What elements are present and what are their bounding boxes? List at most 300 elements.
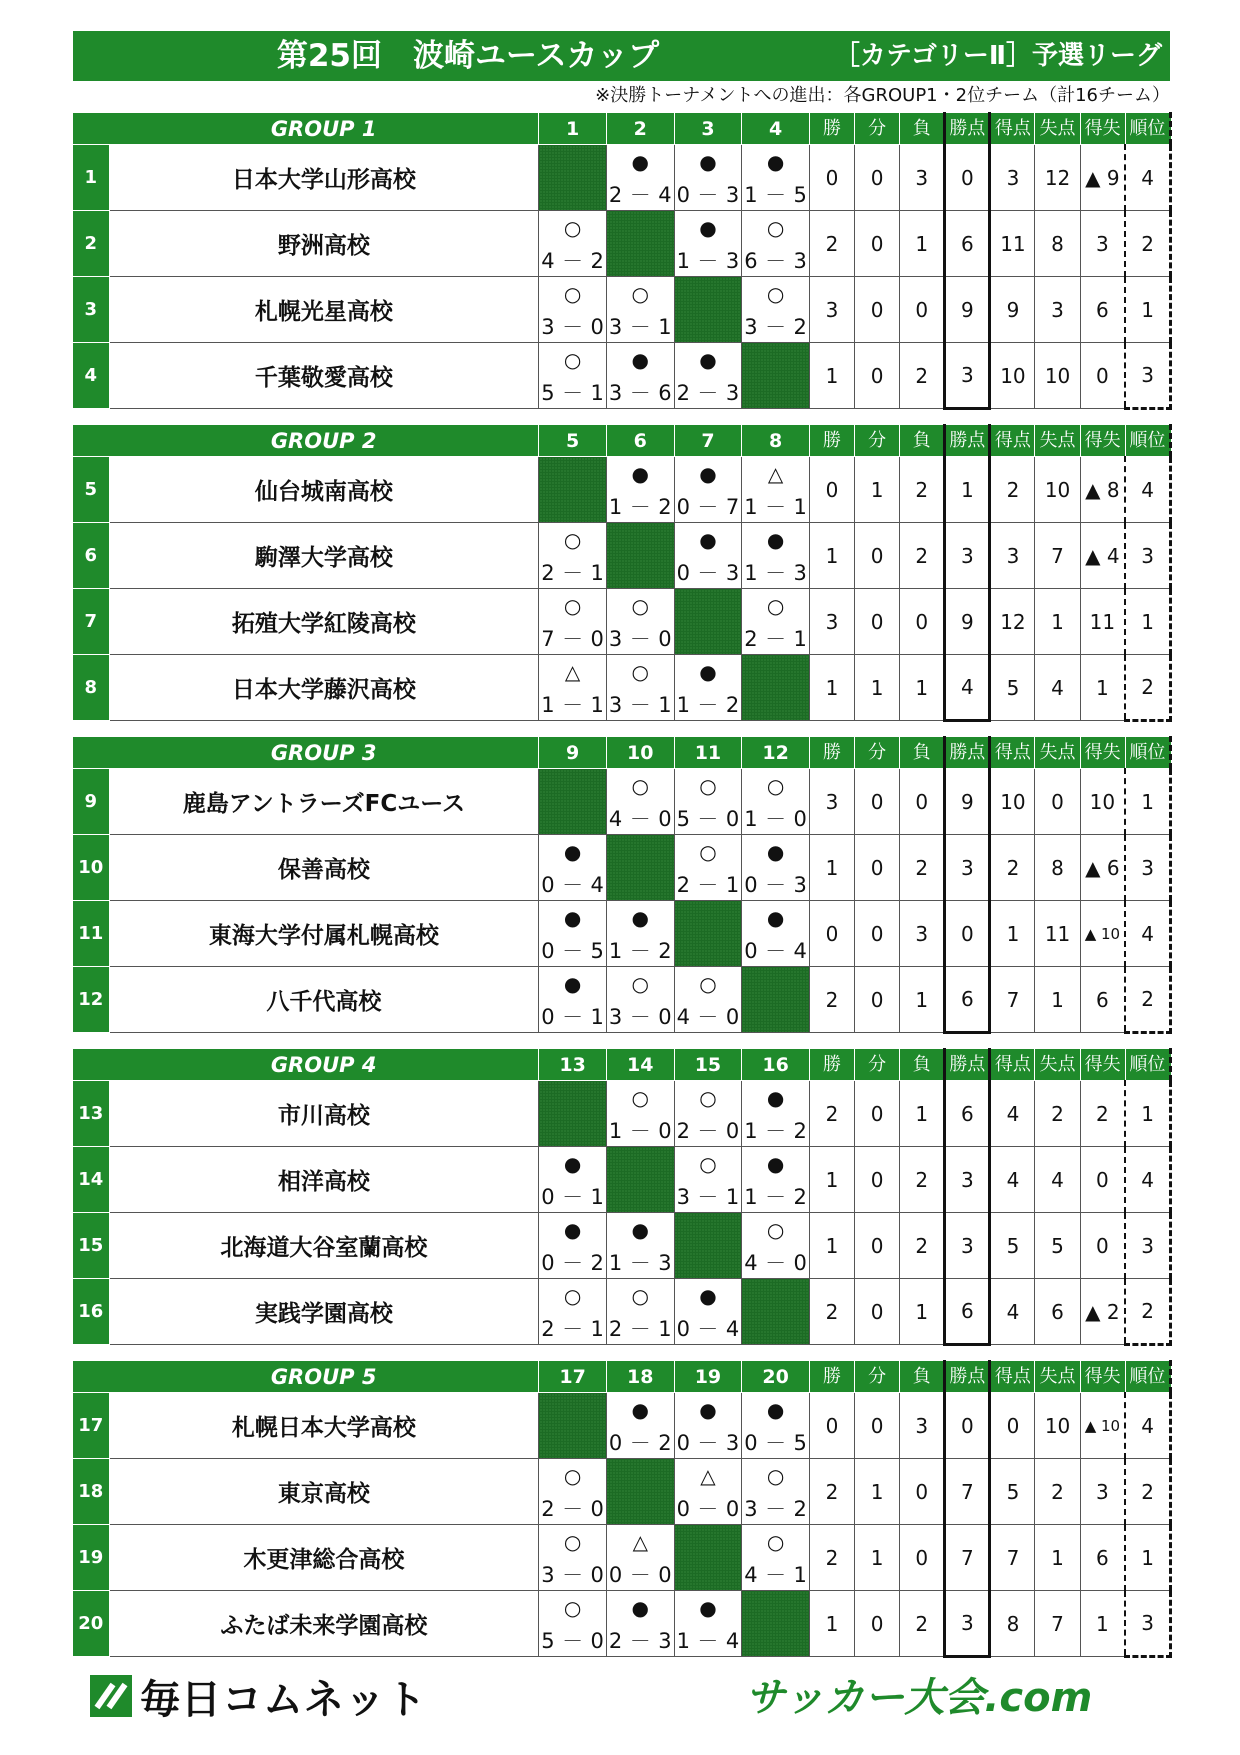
opponent-column-header: 10	[606, 737, 674, 769]
stat-points: 6	[945, 211, 990, 277]
team-number: 13	[73, 1081, 110, 1147]
stat-goal-difference: 0	[1080, 343, 1125, 409]
team-name: 東海大学付属札幌高校	[109, 901, 539, 967]
team-name: 保善高校	[109, 835, 539, 901]
title-bar	[73, 31, 1170, 81]
stat-goals-against: 8	[1035, 835, 1080, 901]
match-result-cell	[539, 1279, 607, 1345]
stat-goals-for: 11	[990, 211, 1035, 277]
match-score	[744, 314, 807, 340]
score-dash: －	[697, 1005, 719, 1029]
stat-points: 6	[945, 967, 990, 1033]
score-against: 1	[658, 315, 672, 339]
team-number: 18	[73, 1459, 110, 1525]
score-dash: －	[629, 381, 651, 405]
score-for: 0	[608, 1431, 623, 1455]
score-against: 3	[658, 1251, 672, 1275]
team-row	[73, 589, 1171, 655]
result-symbol: ●	[766, 1398, 785, 1422]
opponent-column-header: 7	[674, 425, 742, 457]
score-dash: －	[697, 1497, 719, 1521]
result-symbol: ●	[766, 906, 785, 930]
score-for: 4	[541, 249, 555, 273]
stat-rank: 1	[1125, 1525, 1170, 1591]
stat-goals-for: 10	[990, 769, 1035, 835]
score-against: 4	[590, 873, 604, 897]
stat-draws: 0	[855, 901, 900, 967]
stat-wins: 2	[809, 1525, 854, 1591]
self-match-cell	[606, 211, 674, 277]
score-for: 1	[608, 495, 623, 519]
self-match-cell	[742, 1591, 810, 1657]
stat-goal-difference: 2	[1080, 1081, 1125, 1147]
match-score	[541, 314, 604, 340]
score-against: 2	[793, 1185, 807, 1209]
team-name: 仙台城南高校	[109, 457, 539, 523]
stat-column-header: 失点	[1035, 1049, 1080, 1081]
score-dash: －	[562, 315, 584, 339]
match-result-cell	[539, 1459, 607, 1525]
stat-points: 3	[945, 835, 990, 901]
opponent-column-header: 4	[742, 113, 810, 145]
stat-goals-for: 2	[990, 835, 1035, 901]
stat-rank: 3	[1125, 1213, 1170, 1279]
score-against: 0	[590, 627, 604, 651]
match-result-cell	[539, 901, 607, 967]
team-row	[73, 1213, 1171, 1279]
stat-losses: 0	[900, 277, 945, 343]
stat-goal-difference: ▲ 10	[1080, 1393, 1125, 1459]
stat-wins: 3	[809, 769, 854, 835]
score-dash: －	[765, 807, 787, 831]
score-for: 1	[676, 1629, 690, 1653]
team-name: 実践学園高校	[109, 1279, 539, 1345]
score-dash: －	[697, 1119, 719, 1143]
score-dash: －	[562, 1497, 584, 1521]
match-result-cell	[674, 835, 742, 901]
stat-points: 6	[945, 1279, 990, 1345]
match-score	[677, 1118, 740, 1144]
team-row	[73, 1147, 1171, 1213]
result-symbol: ○	[563, 1596, 582, 1620]
match-result-cell	[539, 1525, 607, 1591]
score-against: 4	[658, 183, 672, 207]
stat-goal-difference: 3	[1080, 1459, 1125, 1525]
stat-draws: 1	[855, 1459, 900, 1525]
score-against: 1	[590, 693, 604, 717]
stat-draws: 0	[855, 277, 900, 343]
score-for: 0	[608, 1563, 623, 1587]
match-result-cell	[742, 1393, 810, 1459]
stat-points: 9	[945, 277, 990, 343]
match-result-cell	[674, 1279, 742, 1345]
stat-wins: 0	[809, 457, 854, 523]
match-score	[677, 494, 740, 520]
stat-goal-difference: ▲ 4	[1080, 523, 1125, 589]
stat-goal-difference: 1	[1080, 655, 1125, 721]
stat-draws: 0	[855, 1213, 900, 1279]
opponent-column-header: 6	[606, 425, 674, 457]
match-result-cell	[539, 655, 607, 721]
stat-goals-against: 1	[1035, 967, 1080, 1033]
team-row	[73, 1393, 1171, 1459]
score-dash: －	[697, 249, 719, 273]
match-score	[677, 560, 740, 586]
stat-draws: 1	[855, 655, 900, 721]
score-against: 2	[658, 1431, 672, 1455]
score-for: 0	[744, 873, 758, 897]
stat-column-header: 負	[900, 425, 945, 457]
score-dash: －	[765, 249, 787, 273]
score-dash: －	[629, 1119, 651, 1143]
stat-rank: 4	[1125, 457, 1170, 523]
result-symbol: ●	[699, 462, 717, 486]
match-score	[541, 626, 604, 652]
result-symbol: ●	[699, 660, 717, 684]
opponent-column-header: 9	[539, 737, 607, 769]
match-score	[541, 1496, 604, 1522]
score-against: 0	[658, 627, 672, 651]
category-label: ［カテゴリーⅡ］予選リーグ	[833, 41, 1162, 71]
stat-wins: 1	[809, 523, 854, 589]
match-result-cell	[742, 1459, 810, 1525]
self-match-cell	[539, 457, 607, 523]
result-symbol: ○	[563, 1284, 582, 1308]
match-result-cell	[606, 967, 674, 1033]
self-match-cell	[674, 1213, 742, 1279]
stat-column-header: 得点	[990, 1361, 1035, 1393]
stat-losses: 1	[900, 1279, 945, 1345]
match-score	[677, 806, 740, 832]
score-for: 2	[541, 1317, 555, 1341]
match-result-cell	[674, 523, 742, 589]
result-symbol: △	[767, 462, 784, 486]
match-score	[744, 494, 807, 520]
match-score	[744, 248, 807, 274]
stat-column-header: 分	[855, 1049, 900, 1081]
match-result-cell	[606, 1279, 674, 1345]
score-for: 1	[608, 939, 623, 963]
score-for: 5	[541, 1629, 555, 1653]
opponent-column-header: 15	[674, 1049, 742, 1081]
team-row	[73, 211, 1171, 277]
score-for: 4	[744, 1563, 758, 1587]
team-number: 3	[73, 277, 110, 343]
score-for: 2	[541, 1497, 555, 1521]
team-name: 鹿島アントラーズFCユース	[109, 769, 539, 835]
result-symbol: ○	[699, 774, 717, 798]
result-symbol: ●	[699, 1596, 717, 1620]
header-corner	[73, 1049, 110, 1081]
score-for: 2	[676, 1119, 690, 1143]
stat-wins: 2	[809, 211, 854, 277]
match-score	[677, 1184, 740, 1210]
match-score	[609, 938, 672, 964]
score-against: 3	[725, 1431, 740, 1455]
page-title: 第25回 波崎ユースカップ	[276, 38, 660, 74]
match-score	[677, 692, 740, 718]
match-score	[609, 1004, 672, 1030]
score-for: 5	[676, 807, 690, 831]
team-row	[73, 901, 1171, 967]
stat-column-header: 順位	[1125, 113, 1170, 145]
team-row	[73, 145, 1171, 211]
team-number: 7	[73, 589, 110, 655]
stat-points: 3	[945, 343, 990, 409]
result-symbol: ●	[699, 1284, 717, 1308]
score-for: 0	[676, 1431, 690, 1455]
match-score	[744, 872, 807, 898]
stat-wins: 1	[809, 1591, 854, 1657]
opponent-column-header: 16	[742, 1049, 810, 1081]
match-result-cell	[606, 769, 674, 835]
stat-goal-difference: ▲ 2	[1080, 1279, 1125, 1345]
team-name: 札幌日本大学高校	[109, 1393, 539, 1459]
result-symbol: ●	[563, 840, 582, 864]
stat-goals-against: 4	[1035, 1147, 1080, 1213]
stat-draws: 0	[855, 769, 900, 835]
score-for: 2	[676, 381, 690, 405]
result-symbol: ○	[631, 594, 649, 618]
stat-rank: 4	[1125, 145, 1170, 211]
match-result-cell	[539, 277, 607, 343]
opponent-column-header: 19	[674, 1361, 742, 1393]
stat-column-header: 失点	[1035, 425, 1080, 457]
match-score	[744, 1430, 807, 1456]
stat-losses: 0	[900, 589, 945, 655]
result-symbol: ●	[699, 528, 717, 552]
stat-wins: 2	[809, 1279, 854, 1345]
score-dash: －	[629, 1629, 651, 1653]
stat-rank: 2	[1125, 1279, 1170, 1345]
result-symbol: ○	[766, 1218, 785, 1242]
stat-goal-difference: 1	[1080, 1591, 1125, 1657]
team-number: 5	[73, 457, 110, 523]
score-dash: －	[697, 495, 719, 519]
stat-goals-against: 2	[1035, 1081, 1080, 1147]
score-dash: －	[697, 381, 719, 405]
score-dash: －	[562, 1629, 584, 1653]
result-symbol: ●	[699, 1398, 717, 1422]
stat-column-header: 勝点	[945, 113, 990, 145]
score-for: 6	[744, 249, 758, 273]
team-row	[73, 343, 1171, 409]
team-number: 9	[73, 769, 110, 835]
match-result-cell	[606, 1213, 674, 1279]
score-for: 0	[676, 1497, 690, 1521]
match-score	[744, 560, 807, 586]
group-name: GROUP 3	[109, 737, 539, 769]
result-symbol: ●	[766, 1086, 785, 1110]
score-dash: －	[765, 1251, 787, 1275]
opponent-column-header: 1	[539, 113, 607, 145]
score-for: 1	[744, 1185, 758, 1209]
match-score	[609, 806, 672, 832]
stat-goals-for: 4	[990, 1279, 1035, 1345]
stat-goals-against: 7	[1035, 1591, 1080, 1657]
score-for: 5	[541, 381, 555, 405]
self-match-cell	[606, 1147, 674, 1213]
match-result-cell	[539, 211, 607, 277]
group-table	[72, 736, 1172, 1034]
score-against: 2	[793, 1119, 807, 1143]
header-corner	[73, 425, 110, 457]
stat-losses: 2	[900, 1591, 945, 1657]
stat-column-header: 分	[855, 113, 900, 145]
score-against: 1	[725, 1185, 740, 1209]
result-symbol: ○	[631, 660, 649, 684]
result-symbol: ○	[631, 282, 649, 306]
stat-column-header: 勝点	[945, 1361, 990, 1393]
score-dash: －	[697, 561, 719, 585]
stat-column-header: 勝	[809, 113, 854, 145]
match-result-cell	[742, 1213, 810, 1279]
stat-points: 0	[945, 901, 990, 967]
score-for: 3	[744, 1497, 758, 1521]
score-dash: －	[629, 807, 651, 831]
result-symbol: ●	[766, 1152, 785, 1176]
stat-rank: 1	[1125, 277, 1170, 343]
stat-column-header: 得失	[1080, 1361, 1125, 1393]
stat-goal-difference: ▲ 8	[1080, 457, 1125, 523]
group-name: GROUP 1	[109, 113, 539, 145]
stat-goals-against: 2	[1035, 1459, 1080, 1525]
score-against: 3	[725, 249, 740, 273]
opponent-column-header: 5	[539, 425, 607, 457]
score-for: 1	[608, 1119, 623, 1143]
score-against: 3	[793, 249, 807, 273]
score-dash: －	[562, 381, 584, 405]
stat-goals-for: 0	[990, 1393, 1035, 1459]
match-result-cell	[742, 1081, 810, 1147]
score-dash: －	[629, 939, 651, 963]
stat-draws: 0	[855, 1591, 900, 1657]
match-result-cell	[539, 523, 607, 589]
header-corner	[73, 113, 110, 145]
match-score	[609, 314, 672, 340]
score-against: 5	[793, 183, 807, 207]
stat-goals-for: 3	[990, 523, 1035, 589]
score-against: 5	[793, 1431, 807, 1455]
score-against: 0	[658, 807, 672, 831]
soccer-taikai-logo: サッカー大会.com	[745, 1675, 1093, 1721]
opponent-column-header: 17	[539, 1361, 607, 1393]
stat-column-header: 順位	[1125, 1049, 1170, 1081]
result-symbol: ●	[766, 840, 785, 864]
stat-draws: 0	[855, 343, 900, 409]
match-result-cell	[674, 769, 742, 835]
match-result-cell	[742, 589, 810, 655]
score-for: 0	[541, 1185, 555, 1209]
stat-column-header: 負	[900, 113, 945, 145]
team-number: 10	[73, 835, 110, 901]
match-result-cell	[674, 655, 742, 721]
score-for: 7	[541, 627, 555, 651]
match-score	[677, 1628, 740, 1654]
score-dash: －	[629, 1251, 651, 1275]
team-name: 相洋高校	[109, 1147, 539, 1213]
score-dash: －	[629, 627, 651, 651]
team-name: 札幌光星高校	[109, 277, 539, 343]
stat-goal-difference: 6	[1080, 277, 1125, 343]
score-against: 2	[793, 315, 807, 339]
team-number: 11	[73, 901, 110, 967]
match-score	[541, 1184, 604, 1210]
header-corner	[73, 737, 110, 769]
opponent-column-header: 20	[742, 1361, 810, 1393]
score-against: 0	[658, 1005, 672, 1029]
stat-column-header: 順位	[1125, 737, 1170, 769]
score-against: 0	[725, 1005, 740, 1029]
result-symbol: ○	[563, 348, 582, 372]
team-row	[73, 1081, 1171, 1147]
stat-losses: 1	[900, 655, 945, 721]
team-name: 日本大学藤沢高校	[109, 655, 539, 721]
stat-losses: 0	[900, 769, 945, 835]
result-symbol: ●	[563, 1218, 582, 1242]
team-row	[73, 457, 1171, 523]
team-name: 千葉敬愛高校	[109, 343, 539, 409]
stat-rank: 3	[1125, 1591, 1170, 1657]
score-against: 2	[658, 495, 672, 519]
match-score	[677, 380, 740, 406]
match-result-cell	[539, 343, 607, 409]
stat-column-header: 勝点	[945, 1049, 990, 1081]
score-dash: －	[765, 183, 787, 207]
score-for: 4	[744, 1251, 758, 1275]
stat-column-header: 負	[900, 1361, 945, 1393]
stat-points: 6	[945, 1081, 990, 1147]
score-for: 0	[744, 1431, 758, 1455]
stat-points: 7	[945, 1525, 990, 1591]
stat-losses: 2	[900, 523, 945, 589]
result-symbol: ●	[699, 216, 717, 240]
score-dash: －	[562, 249, 584, 273]
self-match-cell	[539, 769, 607, 835]
stat-goals-against: 11	[1035, 901, 1080, 967]
score-dash: －	[765, 315, 787, 339]
match-score	[541, 1250, 604, 1276]
result-symbol: ○	[563, 216, 582, 240]
match-score	[541, 1628, 604, 1654]
match-result-cell	[606, 901, 674, 967]
stat-points: 3	[945, 523, 990, 589]
score-for: 1	[744, 807, 758, 831]
team-number: 12	[73, 967, 110, 1033]
stat-draws: 0	[855, 589, 900, 655]
match-score	[541, 248, 604, 274]
match-result-cell	[674, 1393, 742, 1459]
team-name: 北海道大谷室蘭高校	[109, 1213, 539, 1279]
stat-column-header: 勝	[809, 425, 854, 457]
match-result-cell	[606, 457, 674, 523]
score-dash: －	[629, 1317, 651, 1341]
stat-column-header: 負	[900, 1049, 945, 1081]
match-score	[541, 938, 604, 964]
score-for: 3	[608, 1005, 623, 1029]
stat-column-header: 失点	[1035, 113, 1080, 145]
stat-wins: 2	[809, 967, 854, 1033]
score-dash: －	[697, 693, 719, 717]
stat-draws: 0	[855, 211, 900, 277]
stat-wins: 0	[809, 901, 854, 967]
self-match-cell	[539, 145, 607, 211]
score-against: 3	[793, 561, 807, 585]
stat-column-header: 順位	[1125, 1361, 1170, 1393]
stat-wins: 3	[809, 277, 854, 343]
team-name: 野洲高校	[109, 211, 539, 277]
group-table	[72, 1048, 1172, 1346]
